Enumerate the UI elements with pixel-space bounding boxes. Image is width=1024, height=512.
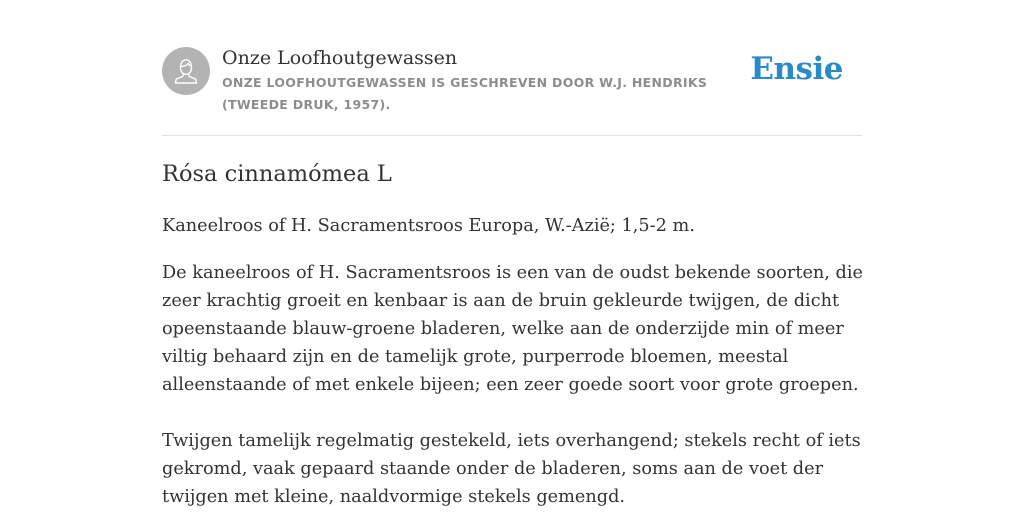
header [162,44,862,136]
user-silhouette-icon [162,47,210,95]
entry-paragraph-2: De kaneelroos of H. Sacramentsroos is een van de oudst bekende soorten, die zeer krachtig groeit en kenbaar is aan de bruin gekleurde twijgen, de dicht opeenstaande blauw-groene bladeren, welke aan de onderzijde min of meer viltig behaard zijn en de tamelijk grote, purperrode bloemen, meestal alleenstaande of met enkele bijeen; een zeer goede soort voor grote groepen. [162,263,863,395]
book-subtitle: ONZE LOOFHOUTGEWASSEN IS GESCHREVEN DOOR W.J. HENDRIKS (TWEEDE DRUK, 1957). [222,75,708,112]
entry-paragraph-1: Kaneelroos of H. Sacramentsroos Europa, W.-Azië; 1,5-2 m. [162,216,695,236]
book-title[interactable]: Onze Loofhoutgewassen [222,47,458,69]
entry-paragraph-3: Twijgen tamelijk regelmatig gestekeld, iets overhangend; stekels recht of iets gekromd, vaak gepaard staande onder de bladeren, soms aan de voet der twijgen met kleine, naaldvormige stekels gemengd. [162,431,861,507]
user-avatar-icon [162,47,210,95]
entry-title: Rósa cinnamómea L [162,161,392,187]
ensie-logo[interactable]: Ensie [750,51,843,87]
